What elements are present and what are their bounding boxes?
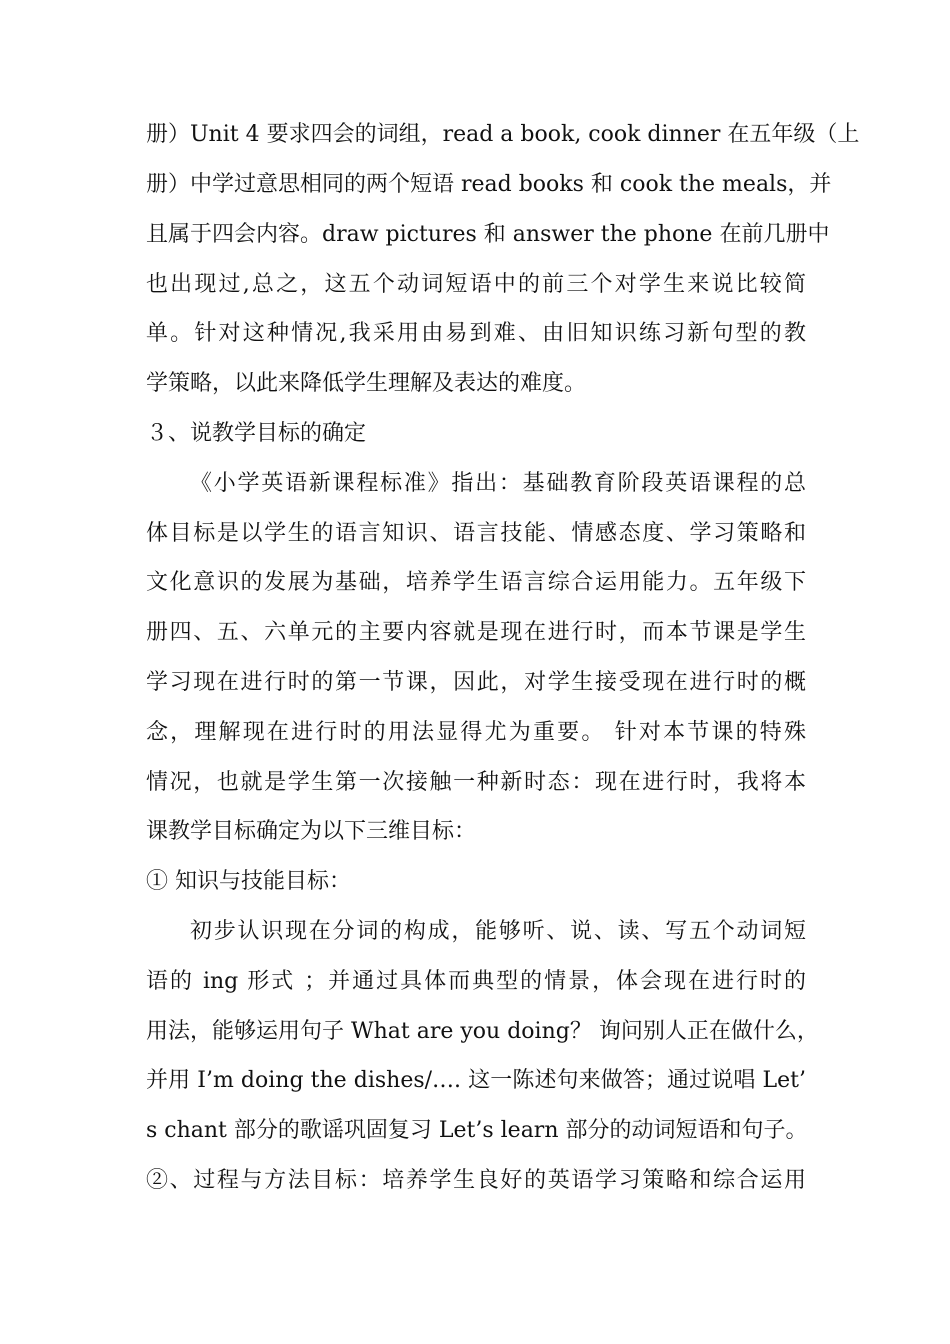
body-text-line: 学策略，以此来降低学生理解及表达的难度。 [146, 371, 587, 396]
body-text-line: 也出现过,总之，这五个动词短语中的前三个对学生来说比较简 [146, 272, 806, 297]
body-text-line: 语的 ing 形式 ；并通过具体而典型的情景，体会现在进行时的 [146, 969, 806, 994]
body-text-line: ②、过程与方法目标：培养学生良好的英语学习策略和综合运用 [146, 1168, 806, 1193]
body-text-line: 学习现在进行时的第一节课，因此，对学生接受现在进行时的概 [146, 670, 806, 695]
body-text-line: 体目标是以学生的语言知识、语言技能、情感态度、学习策略和 [146, 521, 806, 546]
body-text-line: 情况，也就是学生第一次接触一种新时态：现在进行时，我将本 [146, 770, 806, 795]
body-text-line: 册）中学过意思相同的两个短语 read books 和 cook the meals，并 [146, 172, 832, 197]
section-heading: ３、说教学目标的确定 [146, 421, 367, 446]
body-text-line: s chant 部分的歌谣巩固复习 Let’s learn 部分的动词短语和句子。 [146, 1118, 808, 1143]
body-text-line: 用法，能够运用句子 What are you doing？ 询问别人正在做什么， [146, 1019, 819, 1044]
body-text-line: 《小学英语新课程标准》指出：基础教育阶段英语课程的总 [190, 471, 806, 496]
body-text-line: 初步认识现在分词的构成，能够听、说、读、写五个动词短 [190, 919, 806, 944]
body-text-line: 课教学目标确定为以下三维目标： [146, 819, 477, 844]
body-text-line: 并用 I’m doing the dishes/…. 这一陈述句来做答；通过说唱 Let’ [146, 1068, 806, 1093]
body-text-line: 单。针对这种情况,我采用由易到难、由旧知识练习新句型的教 [146, 321, 806, 346]
body-text-line: 册四、五、六单元的主要内容就是现在进行时，而本节课是学生 [146, 620, 806, 645]
body-text-line: 文化意识的发展为基础，培养学生语言综合运用能力。五年级下 [146, 570, 806, 595]
body-text-line: 册）Unit 4 要求四会的词组，read a book, cook dinner 在五年级（上 [146, 122, 860, 147]
subsection-heading: ① 知识与技能目标： [146, 869, 351, 894]
body-text-line: 且属于四会内容。draw pictures 和 answer the phone 在前几册中 [146, 222, 830, 247]
body-text-line: 念，理解现在进行时的用法显得尤为重要。 针对本节课的特殊 [146, 720, 806, 745]
